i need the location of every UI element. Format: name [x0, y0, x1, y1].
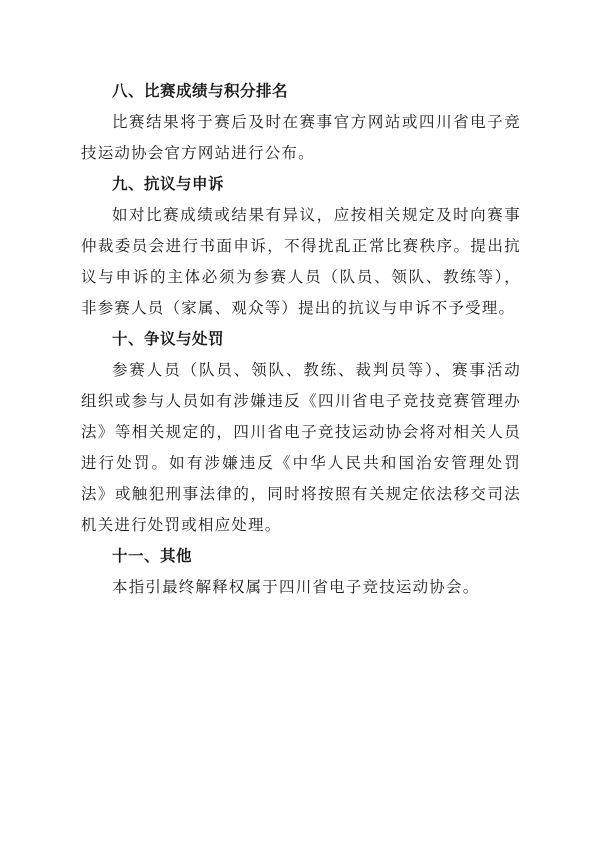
section-protest-appeal — [81, 169, 521, 324]
section-heading: 十、争议与处罚 — [112, 330, 225, 348]
section-results-ranking — [81, 76, 521, 169]
section-paragraph: 参赛人员（队员、领队、教练、裁判员等）、赛事活动组织或参与人员如有涉嫌违反《四川省电子竞技竞赛管理办法》等相关规定的，四川省电子竞技运动协会将对相关人员进行处罚。如有涉嫌违反《中华人民共和国治安管理处罚法》或触犯刑事法律的，同时将按照有关规定依法移交司法机关进行处罚或相应处理。 — [81, 361, 521, 534]
document-body — [81, 76, 521, 603]
section-paragraph: 如对比赛成绩或结果有异议，应按相关规定及时向赛事仲裁委员会进行书面申诉，不得扰乱正常比赛秩序。提出抗议与申诉的主体必须为参赛人员（队员、领队、教练等），非参赛人员（家属、观众等）提出的抗议与申诉不予受理。 — [81, 206, 521, 317]
section-paragraph: 本指引最终解释权属于四川省电子竞技运动协会。 — [112, 578, 480, 596]
section-heading: 九、抗议与申诉 — [112, 175, 225, 193]
section-other — [81, 541, 521, 603]
section-paragraph: 比赛结果将于赛后及时在赛事官方网站或四川省电子竞技运动协会官方网站进行公布。 — [81, 113, 521, 162]
section-dispute-penalty — [81, 324, 521, 541]
section-heading: 八、比赛成绩与积分排名 — [112, 82, 289, 100]
section-heading: 十一、其他 — [112, 547, 193, 565]
